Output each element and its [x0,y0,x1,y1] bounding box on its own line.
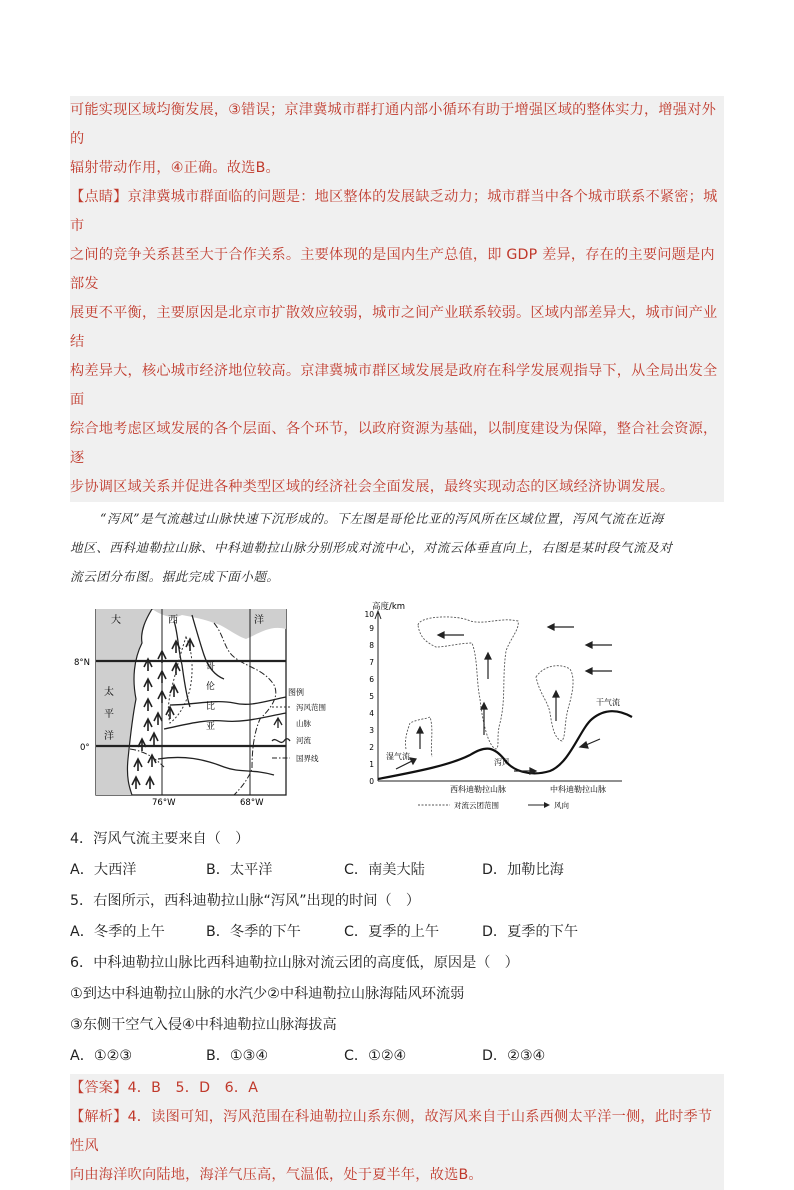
label-lun: 伦 [206,682,216,692]
analysis-line: 【解析】4．读图可知，泻风范围在科迪勒拉山系东侧，故泻风来自于山系西侧太平洋一侧，此时季节性风 [70,1109,713,1154]
label-central-cordillera: 中科迪勒拉山脉 [550,785,606,794]
ytick: 4 [369,709,374,718]
material-block [70,504,724,591]
option: A．大西洋 [70,862,137,878]
cloud-west [418,617,518,749]
option: C．南美大陆 [344,862,425,878]
legend-mountain: 山脉 [296,719,311,728]
question-5-options [70,917,724,948]
answer-tag: 【答案】 [70,1080,128,1096]
ytick: 0 [369,777,374,786]
ytick: 7 [369,658,374,667]
material-line: “泻风”是气流越过山脉快速下沉形成的。下左图是哥伦比亚的泻风所在区域位置，泻风气流在近海 [100,511,664,526]
question-6-options [70,1041,724,1072]
analysis-tag: 【解析】 [70,1109,128,1125]
dianjing-line: 之间的竞争关系甚至大于合作关系。主要体现的是国内生产总值，即 GDP 差异，存在的主要问题是内部发 [70,247,715,292]
dianjing-tag: 【点睛】 [70,189,128,205]
legend-xiefeng: 泻风范围 [296,703,326,712]
option: D．夏季的下午 [482,924,579,940]
airflow-profile [360,599,700,811]
intro-line-1: 可能实现区域均衡发展，③错误；京津冀城市群打通内部小循环有助于增强区域的整体实力，增强对外的 [70,102,716,147]
label-xi: 西 [168,615,178,626]
label-da: 大 [111,615,121,626]
dianjing-line: 构差异大，核心城市经济地位较高。京津冀城市群区域发展是政府在科学发展观指导下，从全局出发全面 [70,363,718,408]
label-ping: 平 [104,709,114,720]
legend-border: 国界线 [296,754,319,763]
figures [70,599,724,814]
option: C．①②④ [344,1048,407,1064]
option: D．②③④ [482,1048,546,1064]
label-west-cordillera: 西科迪勒拉山脉 [450,785,506,794]
dianjing-block [70,183,724,502]
ytick: 9 [369,624,374,633]
location-map [74,609,332,805]
legend-wind-arrow [544,802,550,808]
label-wet-flow: 湿气流 [386,752,410,761]
question-4-options [70,855,724,886]
intro-block [70,96,724,183]
legend-wind: 风向 [554,801,569,810]
dianjing-line: 展更不平衡，主要原因是北京市扩散效应较弱，城市之间产业联系较弱。区域内部差异大，城市间产业结 [70,305,718,350]
questions [70,824,724,1072]
option: D．加勒比海 [482,862,564,878]
legend-title: 图例 [288,688,304,697]
legend-cloud: 对流云团范围 [454,801,499,810]
intro-line-2: 辐射带动作用，④正确。故选B。 [70,160,280,176]
dianjing-line: 步协调区域关系并促进各种类型区域的经济社会全面发展，最终实现动态的区域经济协调发展。 [70,479,675,495]
option: B．①③④ [206,1048,269,1064]
ytick: 1 [369,760,374,769]
profile-ylabel: 高度/km [372,602,406,612]
legend-river: 河流 [296,736,311,745]
wind-arrows [396,624,612,774]
label-ge: 哥 [206,662,216,672]
analysis-line: 向由海洋吹向陆地，海洋气压高，气温低，处于夏半年，故选B。 [70,1167,483,1183]
document-page [70,96,724,1190]
terrain-profile [378,711,632,779]
answer-text: 4．B 5．D 6．A [127,1080,259,1096]
label-tai: 太 [104,687,114,698]
dianjing-line: 综合地考虑区域发展的各个层面、各个环节，以政府资源为基础，以制度建设为保障，整合社会资源，逐 [70,421,718,466]
option: A．冬季的上午 [70,924,165,940]
ytick: 8 [369,641,374,650]
option: B．冬季的下午 [206,924,301,940]
answer-block [70,1074,724,1103]
label-ya: 亚 [206,722,216,732]
option: A．①②③ [70,1048,133,1064]
lat-8n-label: 8°N [74,658,91,668]
label-dry-flow: 干气流 [596,698,620,707]
label-yang2: 洋 [104,731,114,742]
option: B．太平洋 [206,862,273,878]
analysis-block [70,1103,724,1190]
ytick: 3 [369,726,374,735]
lon-76w-label: 76°W [152,798,176,805]
material-line: 地区、西科迪勒拉山脉、中科迪勒拉山脉分别形成对流中心，对流云体垂直向上，右图是某时段气流及对 [70,540,673,555]
ytick: 5 [369,692,374,701]
answer-line [70,1074,724,1103]
profile-yticks [364,610,374,786]
lat-0-label: 0° [80,743,90,753]
question-6-stem: 6．中科迪勒拉山脉比西科迪勒拉山脉对流云团的高度低，原因是（ ） [70,955,519,971]
question-6-item: ①到达中科迪勒拉山脉的水汽少②中科迪勒拉山脉海陆风环流弱 [70,986,465,1002]
ytick: 10 [364,610,374,619]
ytick: 6 [369,675,374,684]
material-line: 流云团分布图。据此完成下面小题。 [70,569,280,584]
cloud-central [536,666,573,741]
question-5-stem: 5．右图所示，西科迪勒拉山脉“泻风”出现的时间（ ） [70,893,421,909]
dianjing-line: 【点睛】京津冀城市群面临的问题是：地区整体的发展缺乏动力；城市群当中各个城市联系不紧密；城市 [70,189,718,234]
label-xiefeng: 泻风 [494,758,510,767]
ytick: 2 [369,743,374,752]
cloud-coast [405,717,432,757]
label-bi: 比 [206,702,216,712]
label-yang1: 洋 [254,615,264,626]
question-4-stem: 4．泻风气流主要来自（ ） [70,831,250,847]
option: C．夏季的上午 [344,924,440,940]
question-6-item: ③东侧干空气入侵④中科迪勒拉山脉海拔高 [70,1017,337,1033]
lon-68w-label: 68°W [240,798,264,805]
